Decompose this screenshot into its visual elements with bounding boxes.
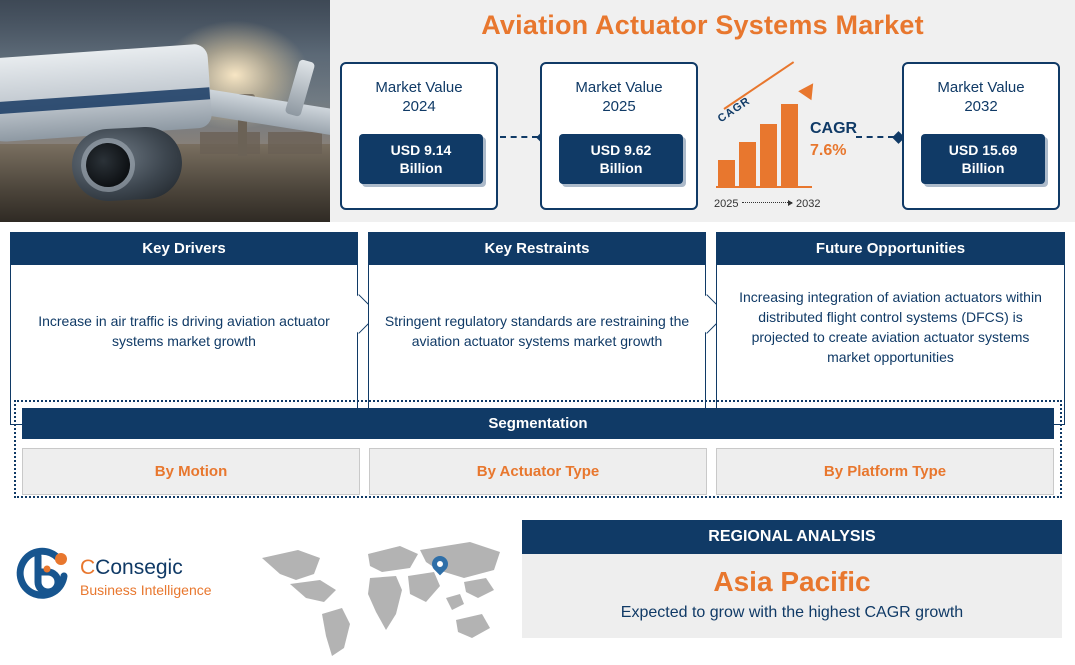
market-value-amount-line2: Billion (599, 160, 643, 176)
market-value-label-line1: Market Value (937, 79, 1025, 96)
segmentation-card-by-platform-type[interactable]: By Platform Type (716, 448, 1054, 495)
regional-analysis-title: REGIONAL ANALYSIS (522, 520, 1062, 554)
segmentation-card-by-motion[interactable]: By Motion (22, 448, 360, 495)
cagr-year-start: 2025 (714, 198, 739, 210)
market-value-year: 2032 (964, 98, 998, 115)
pillar-text: Increase in air traffic is driving aviation actuator systems market growth (10, 265, 358, 425)
segmentation-card-by-actuator-type[interactable]: By Actuator Type (369, 448, 707, 495)
cagr-bar-4 (781, 104, 798, 186)
pillar-future-opportunities (716, 232, 1065, 425)
market-value-amount-line1: USD 9.62 (590, 142, 652, 158)
pillar-text: Increasing integration of aviation actuators within distributed flight control systems (DFCS) is projected to create aviation actuator systems market opportunities (716, 265, 1065, 425)
market-value-amount-line2: Billion (399, 160, 443, 176)
segmentation-title: Segmentation (22, 408, 1054, 439)
regional-analysis-body (522, 554, 1062, 638)
market-value-amount-line1: USD 9.14 (390, 142, 452, 158)
logo-name-secondary: Business Intelligence (80, 582, 212, 598)
segmentation-section (14, 400, 1062, 498)
cagr-bar-3 (760, 124, 777, 186)
top-band (0, 0, 1075, 222)
market-value-amount-line1: USD 15.69 (948, 142, 1018, 158)
market-value-card-label (542, 78, 696, 116)
region-name: Asia Pacific (713, 566, 871, 597)
regional-analysis-section (522, 520, 1062, 660)
page-title: Aviation Actuator Systems Market (481, 10, 924, 40)
market-value-amount-line2: Billion (961, 160, 1005, 176)
pillar-text: Stringent regulatory standards are restraining the aviation actuator systems market growth (368, 265, 706, 425)
market-value-year: 2024 (402, 98, 436, 115)
pillar-title: Key Restraints (368, 232, 706, 265)
segmentation-card-row (22, 448, 1054, 495)
market-value-amount (921, 134, 1045, 184)
pillar-title: Key Drivers (10, 232, 358, 265)
market-value-amount (559, 134, 683, 184)
cagr-year-end: 2032 (796, 198, 821, 210)
world-map (250, 528, 510, 660)
cagr-diagonal-label: CAGR (715, 94, 753, 126)
cagr-label: CAGR (810, 120, 858, 137)
pillar-key-drivers (10, 232, 358, 425)
hero-airplane-image (0, 0, 330, 222)
cagr-growth-graphic (706, 72, 856, 212)
connector-cagr-2032 (856, 136, 894, 138)
market-value-card-2024 (340, 62, 498, 210)
market-value-label-line1: Market Value (375, 79, 463, 96)
connector-2024-2025 (500, 136, 538, 138)
pillar-key-restraints (368, 232, 706, 425)
market-value-card-2032 (902, 62, 1060, 210)
growth-arrow-icon (798, 79, 820, 100)
aircraft-engine (70, 125, 184, 203)
cagr-axis (716, 186, 812, 188)
cagr-bar-1 (718, 160, 735, 186)
company-logo (14, 540, 244, 624)
consegic-logo-icon (14, 544, 76, 606)
cagr-bar-2 (739, 142, 756, 186)
pillar-title: Future Opportunities (716, 232, 1065, 265)
market-value-amount (359, 134, 483, 184)
market-value-card-label (904, 78, 1058, 116)
terminal-building (268, 132, 322, 154)
market-value-label-line1: Market Value (575, 79, 663, 96)
market-value-card-2025 (540, 62, 698, 210)
cagr-value: 7.6% (810, 142, 847, 159)
region-subtitle: Expected to grow with the highest CAGR growth (620, 604, 964, 621)
logo-name-primary: CConsegic (80, 556, 183, 579)
logo-name-primary-rest: Consegic (95, 556, 183, 579)
world-map-icon (250, 528, 510, 660)
cagr-year-arrow-icon (742, 202, 792, 203)
market-value-card-label (342, 78, 496, 116)
market-value-year: 2025 (602, 98, 636, 115)
terminal-building (200, 132, 260, 154)
